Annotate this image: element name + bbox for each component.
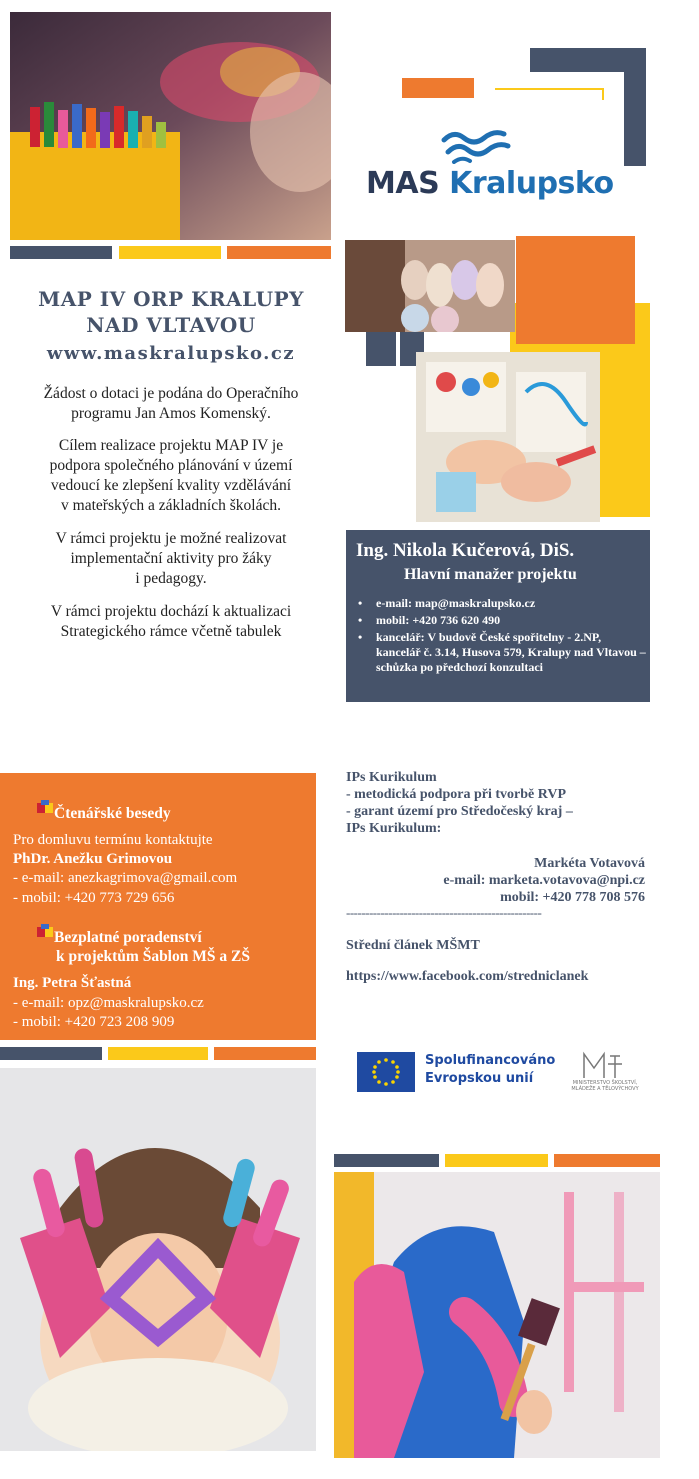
logo-deco-yellow-line bbox=[495, 88, 604, 90]
logo-deco-orange bbox=[402, 78, 474, 98]
collage-navy-square bbox=[366, 332, 396, 366]
eu-cofinanced-label bbox=[425, 1052, 555, 1088]
collage-orange-block bbox=[516, 236, 635, 344]
manager-role: Hlavní manažer projektu bbox=[404, 566, 577, 583]
para4-line: Strategického rámce včetně tabulek bbox=[60, 623, 282, 640]
drawing-children-photo bbox=[416, 352, 600, 522]
stripe-yellow bbox=[108, 1047, 208, 1060]
para1-line: Žádost o dotaci je podána do Operačního bbox=[43, 385, 299, 402]
counseling-heading-2: k projektům Šablon MŠ a ZŠ bbox=[56, 948, 250, 965]
paragraph-goal bbox=[10, 436, 332, 516]
counseling-email[interactable]: - e-mail: opz@maskralupsko.cz bbox=[13, 995, 204, 1011]
msmt-label: MINISTERSTVO ŠKOLSTVÍ, MLÁDEŽE A TĚLOVÝCHOVY bbox=[571, 1080, 639, 1092]
ips-line-4: IPs Kurikulum: bbox=[346, 821, 442, 836]
para3-line: implementační aktivity pro žáky bbox=[70, 550, 272, 567]
book-icon bbox=[36, 923, 54, 939]
counseling-person: Ing. Petra Šťastná bbox=[13, 975, 132, 991]
manager-name: Ing. Nikola Kučerová, DiS. bbox=[356, 540, 575, 561]
para2-line: v mateřských a základních školách. bbox=[61, 497, 281, 514]
logo-deco-yellow-line-v bbox=[602, 88, 604, 100]
sc-title: Střední článek MŠMT bbox=[346, 938, 480, 953]
dashed-divider: --------------------------------------------------- bbox=[346, 905, 542, 920]
logo-deco-navy-vertical bbox=[624, 48, 646, 166]
reading-mobile[interactable]: - mobil: +420 773 729 656 bbox=[13, 890, 175, 906]
stripe-navy bbox=[334, 1154, 439, 1167]
mv-name: Markéta Votavová bbox=[534, 856, 645, 871]
eu-line-1: Spolufinancováno bbox=[425, 1053, 556, 1068]
eu-flag-icon bbox=[357, 1052, 415, 1092]
book-icon bbox=[36, 799, 54, 815]
reading-person: PhDr. Anežku Grimovou bbox=[13, 851, 173, 867]
paragraph-update bbox=[10, 602, 332, 642]
ips-line-2: - metodická podpora při tvorbě RVP bbox=[346, 787, 566, 802]
para4-line: V rámci projektu dochází k aktualizaci bbox=[50, 603, 292, 620]
contact-list bbox=[356, 596, 646, 677]
ips-line-3: - garant území pro Středočeský kraj – bbox=[346, 804, 573, 819]
contact-phone[interactable]: • mobil: +420 736 620 490 bbox=[356, 613, 646, 628]
stripe-orange bbox=[214, 1047, 316, 1060]
stripe-orange bbox=[227, 246, 331, 259]
painted-hands-photo bbox=[0, 1068, 316, 1451]
stripe-yellow bbox=[119, 246, 221, 259]
chalk-photo bbox=[345, 240, 515, 332]
para3-line: i pedagogy. bbox=[135, 570, 207, 587]
contact-office: • kancelář: V budově České spořitelny - 2.NP, kancelář č. 3.14, Husova 579, Kralupy nad Vltavou – schůzka po předchozí konzultaci bbox=[356, 630, 646, 675]
reading-intro: Pro domluvu termínu kontaktujte bbox=[13, 832, 213, 848]
mas-kralupsko-logo bbox=[366, 166, 614, 201]
paragraph-grant bbox=[10, 384, 332, 424]
reading-heading: Čtenářské besedy bbox=[54, 805, 171, 822]
mv-email[interactable]: e-mail: marketa.votavova@npi.cz bbox=[443, 873, 645, 888]
website-link[interactable]: www.maskralupsko.cz bbox=[46, 343, 296, 364]
reading-email[interactable]: - e-mail: anezkagrimova@gmail.com bbox=[13, 870, 238, 886]
title-line-1: MAP IV ORP KRALUPY bbox=[38, 287, 304, 311]
stripe-yellow bbox=[445, 1154, 548, 1167]
counseling-heading-1: Bezplatné poradenství bbox=[54, 929, 202, 946]
para2-line: podpora společného plánování v území bbox=[49, 457, 293, 474]
ips-title: IPs Kurikulum bbox=[346, 770, 437, 785]
contact-email[interactable]: • e-mail: map@maskralupsko.cz bbox=[356, 596, 646, 611]
sc-facebook-link[interactable]: https://www.facebook.com/stredniclanek bbox=[346, 969, 589, 984]
title-line-2: NAD VLTAVOU bbox=[86, 313, 256, 337]
wave-logo-icon bbox=[440, 128, 512, 164]
logo-kralupsko-text: Kralupsko bbox=[449, 166, 614, 201]
stripe-navy bbox=[0, 1047, 102, 1060]
para3-line: V rámci projektu je možné realizovat bbox=[55, 530, 287, 547]
para1-line: programu Jan Amos Komenský. bbox=[71, 405, 271, 422]
msmt-logo-icon bbox=[580, 1050, 624, 1080]
paragraph-activities bbox=[10, 529, 332, 589]
logo-mas-text: MAS bbox=[366, 166, 440, 201]
orange-info-box bbox=[0, 773, 316, 1040]
counseling-mobile[interactable]: - mobil: +420 723 208 909 bbox=[13, 1014, 175, 1030]
crayons-photo bbox=[10, 12, 331, 240]
stripe-navy bbox=[10, 246, 112, 259]
project-title bbox=[10, 286, 332, 338]
para2-line: Cílem realizace projektu MAP IV je bbox=[58, 437, 284, 454]
painting-child-photo bbox=[334, 1172, 660, 1458]
mv-mobile[interactable]: mobil: +420 778 708 576 bbox=[500, 890, 645, 905]
eu-line-2: Evropskou unií bbox=[425, 1071, 534, 1086]
stripe-orange bbox=[554, 1154, 660, 1167]
manager-contact-box bbox=[346, 530, 650, 702]
para2-line: vedoucí ke zlepšení kvality vzdělávání bbox=[50, 477, 292, 494]
